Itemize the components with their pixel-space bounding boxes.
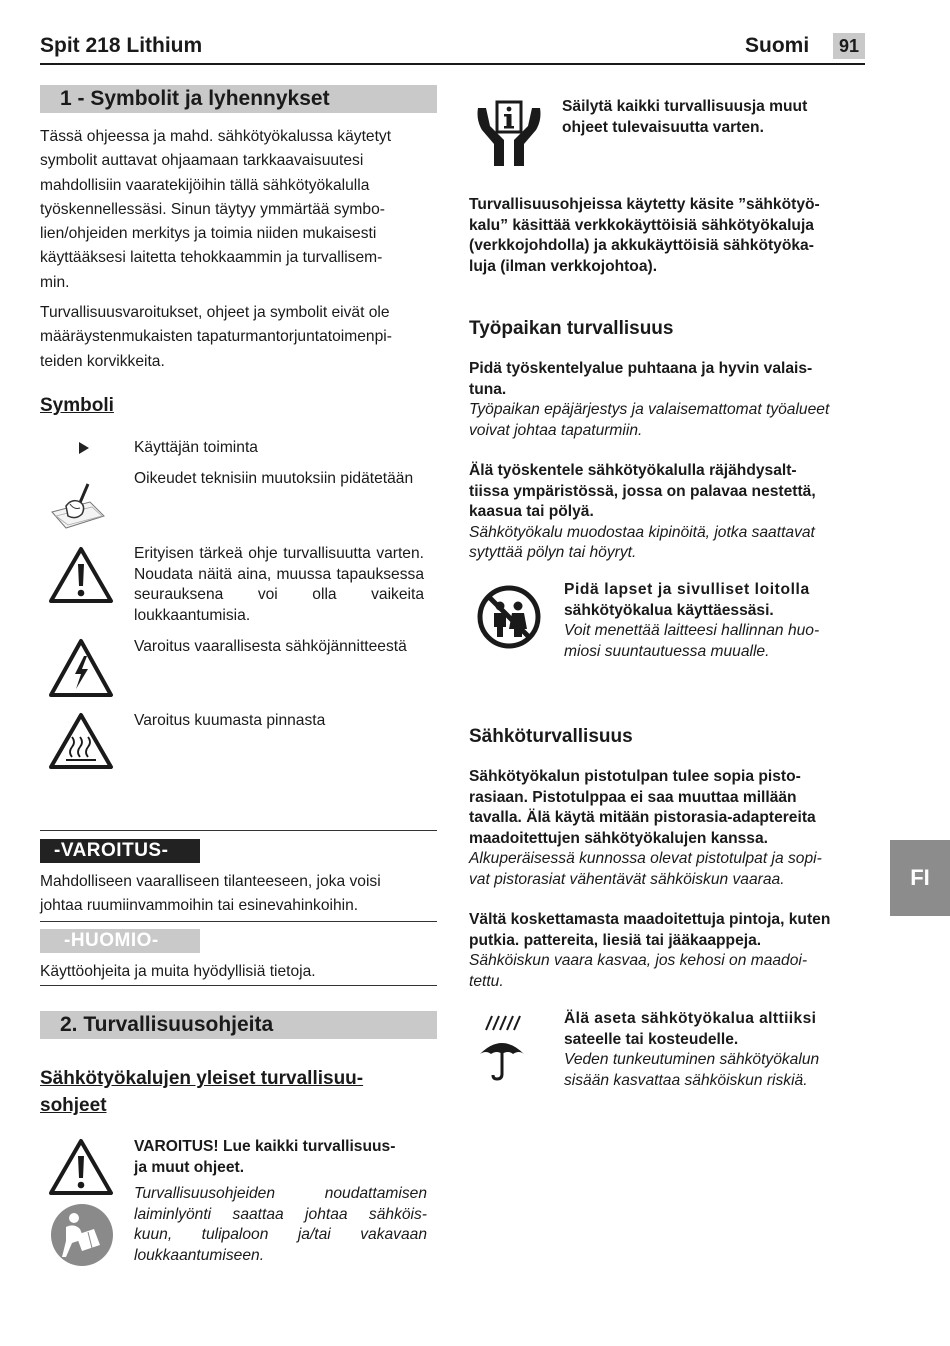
electric-hazard-icon	[48, 638, 114, 703]
warning-exclamation-icon	[48, 546, 114, 609]
item-italic-line: Voit menettää laitteesi hallinnan huo-	[564, 622, 820, 640]
language-label: Suomi	[745, 34, 810, 57]
intro-line: symbolit auttavat ohjaamaan tarkkaavaisuutesi	[40, 152, 364, 170]
page-number: 91	[833, 33, 865, 59]
item-bold-line: putkia. pattereita, liesiä tai jääkaappeja.	[469, 931, 762, 949]
rain-umbrella-icon	[478, 1012, 528, 1087]
item-bold-line: rasiaan. Pistotulppaa ei saa muuttaa millään	[469, 788, 797, 806]
note-label: -HUOMIO-	[40, 929, 200, 953]
definition-line: (verkkojohdolla) ja akkukäyttöisiä sähkötyöka-	[469, 237, 814, 255]
warning-italic-line: Turvallisuusohjeiden noudattamisen	[134, 1185, 427, 1203]
item-italic-line: Sähköiskun vaara kasvaa, jos kehosi on maadoi-	[469, 952, 808, 970]
warning-italic-line: laiminlyönti saattaa johtaa sähköis-	[134, 1205, 427, 1223]
item-bold-line: maadoitettujen sähkötyökalujen kanssa.	[469, 829, 768, 847]
electrical-item-3	[564, 1009, 864, 1091]
play-arrow-icon	[78, 441, 90, 460]
item-italic-line: tettu.	[469, 972, 504, 990]
warning-italic-line: loukkaantumiseen.	[134, 1246, 265, 1264]
item-bold-line: Pidä lapset ja sivulliset loitolla	[564, 581, 810, 598]
symbol-text: Varoitus kuumasta pinnasta	[134, 712, 326, 729]
item-bold-line: Älä aseta sähkötyökalua alttiiksi	[564, 1010, 817, 1027]
divider	[40, 985, 437, 986]
intro-line: mahdollisiin vaaratekijöihin tällä sähkötyökalulla	[40, 176, 370, 194]
item-bold-line: tiissa ympäristössä, jossa on palavaa nestettä,	[469, 482, 816, 500]
symbol-text: Oikeudet teknisiin muutoksiin pidätetään	[134, 470, 414, 487]
keep-instructions	[562, 97, 862, 138]
subheading-line: Sähkötyökalujen yleiset turvallisuu-	[40, 1068, 364, 1089]
item-bold-line: sateelle tai kosteudelle.	[564, 1030, 739, 1048]
disclaimer-line: Turvallisuusvaroitukset, ohjeet ja symbolit eivät ole	[40, 304, 390, 321]
item-italic-line: sisään kasvattaa sähköiskun riskiä.	[564, 1071, 808, 1089]
section2-subheading	[40, 1065, 437, 1119]
hot-surface-icon	[48, 712, 114, 775]
warning-text	[40, 870, 437, 919]
keep-line: ohjeet tulevaisuutta varten.	[562, 118, 764, 136]
disclaimer-line: määräystenmukaisten tapaturmantorjuntatoimenpi-	[40, 328, 392, 346]
electrical-heading: Sähköturvallisuus	[469, 726, 633, 747]
item-italic-line: Veden tunkeutuminen sähkötyökalun	[564, 1051, 820, 1069]
general-warning	[134, 1137, 427, 1267]
intro-line: Tässä ohjeessa ja mahd. sähkötyökalussa käytetyt	[40, 128, 392, 145]
read-manual-icon	[50, 1203, 114, 1272]
warning-italic-line: kuun, tulipaloon ja/tai vakavaan	[134, 1226, 427, 1244]
workplace-item-2	[469, 461, 865, 564]
language-tab: FI	[890, 840, 950, 916]
intro-line: työskennellessäsi. Sinun täytyy ymmärtää symbo-	[40, 200, 385, 218]
warning-bold-line: VAROITUS! Lue kaikki turvallisuus-	[134, 1138, 396, 1155]
item-bold-line: kaasua tai pölyä.	[469, 503, 594, 521]
item-bold-line: Älä työskentele sähkötyökalulla räjähdysalt-	[469, 462, 797, 479]
disclaimer-line: teiden korvikkeita.	[40, 352, 165, 370]
electrical-item-2	[469, 910, 865, 992]
warning-exclamation-icon	[48, 1138, 114, 1201]
item-italic-line: Työpaikan epäjärjestys ja valaisemattomat työalueet	[469, 401, 830, 419]
workplace-item-1	[469, 359, 865, 441]
symbols-heading: Symboli	[40, 395, 114, 416]
warning-bold-line: ja muut ohjeet.	[134, 1158, 245, 1176]
section2-title: 2. Turvallisuusohjeita	[40, 1011, 437, 1039]
item-italic-line: Alkuperäisessä kunnossa olevat pistotulpat ja sopi-	[469, 850, 822, 868]
keep-children-away-icon	[476, 584, 542, 655]
item-bold-line: Pidä työskentelyalue puhtaana ja hyvin valais-	[469, 360, 813, 377]
keep-manual-icon	[474, 96, 544, 173]
symbol-text: Varoitus vaarallisesta sähköjännitteestä	[134, 638, 407, 655]
electrical-item-1	[469, 767, 865, 891]
item-bold-line: Sähkötyökalun pistotulpan tulee sopia pisto-	[469, 768, 801, 785]
note-text: Käyttöohjeita ja muita hyödyllisiä tietoja.	[40, 963, 316, 980]
keep-line: Säilytä kaikki turvallisuusja muut	[562, 98, 808, 115]
item-italic-line: voivat johtaa tapaturmiin.	[469, 421, 643, 439]
item-bold-line: sähkötyökalua käyttäessäsi.	[564, 601, 774, 619]
workplace-item-3	[564, 580, 864, 662]
divider	[40, 830, 437, 831]
product-name: Spit 218 Lithium	[40, 34, 203, 57]
intro-line: lien/ohjeiden merkitys ja toimia niiden mukaisesti	[40, 225, 377, 243]
item-bold-line: tuna.	[469, 380, 507, 398]
workplace-heading: Työpaikan turvallisuus	[469, 318, 674, 339]
item-italic-line: sytyttää pölyn tai höyryt.	[469, 544, 637, 562]
definition-line: Turvallisuusohjeissa käytetty käsite ”sähkötyö-	[469, 196, 820, 213]
warning-label: -VAROITUS-	[40, 839, 200, 863]
warning-line: Mahdolliseen vaaralliseen tilanteeseen, joka voisi	[40, 873, 381, 890]
item-italic-line: vat pistorasiat vähentävät sähköiskun vaaraa.	[469, 870, 785, 888]
section1-title: 1 - Symbolit ja lyhennykset	[40, 85, 437, 113]
section1-intro	[40, 125, 437, 295]
intro-line: min.	[40, 273, 70, 291]
symbol-text: Käyttäjän toiminta	[134, 439, 258, 456]
warning-line: johtaa ruumiinvammoihin tai esinevahinkoihin.	[40, 897, 359, 915]
definition-line: kalu” käsittää verkkokäyttöisiä sähkötyökaluja	[469, 216, 814, 234]
item-italic-line: miosi suuntautuessa muualle.	[564, 642, 770, 660]
definition-line: luja (ilman verkkojohtoa).	[469, 257, 658, 275]
section1-disclaimer	[40, 301, 437, 374]
subheading-line: sohjeet	[40, 1095, 107, 1116]
symbol-text: Erityisen tärkeä ohje turvallisuutta varten. Noudata näitä aina, muussa tapauksessa seurauksena voi olla vaikeita loukkaantumisia.	[134, 545, 424, 624]
header-rule	[40, 63, 865, 65]
divider	[40, 921, 437, 922]
definition-paragraph	[469, 195, 865, 277]
item-bold-line: tavalla. Älä käytä mitään pistorasia-adaptereita	[469, 809, 816, 827]
item-italic-line: Sähkötyökalu muodostaa kipinöitä, jotka saattavat	[469, 523, 815, 541]
hand-writing-icon	[46, 482, 108, 537]
item-bold-line: Vältä koskettamasta maadoitettuja pintoja, kuten	[469, 911, 831, 928]
intro-line: käyttääksesi laitetta tehokkaammin ja turvallisem-	[40, 249, 383, 267]
